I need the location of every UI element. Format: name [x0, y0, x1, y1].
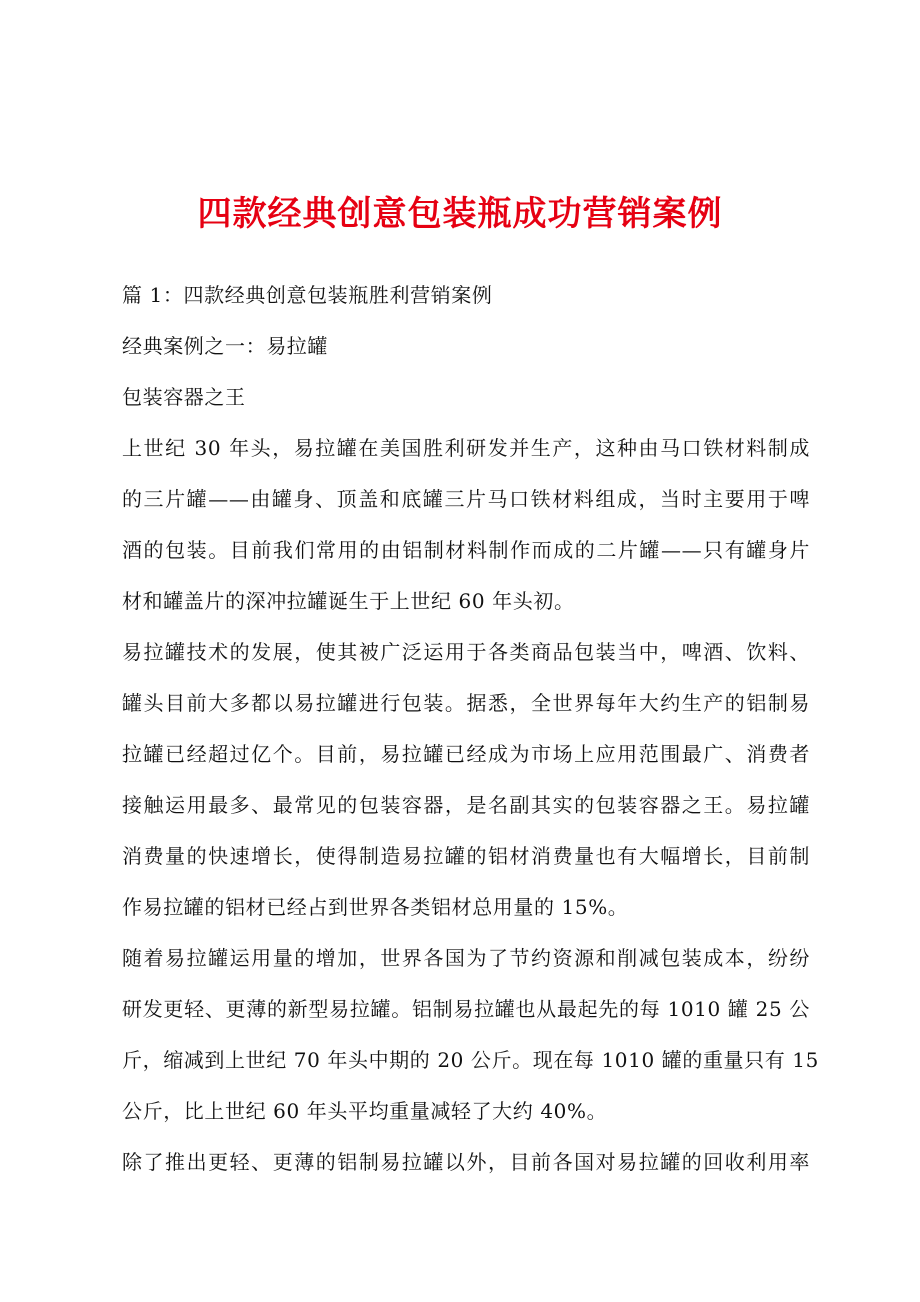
paragraph-line: 斤，缩减到上世纪 70 年头中期的 20 公斤。现在每 1010 罐的重量只有 15 [122, 1048, 819, 1072]
case-heading: 经典案例之一：易拉罐 [122, 334, 328, 358]
chapter-line: 篇 1：四款经典创意包装瓶胜利营销案例 [122, 283, 493, 307]
paragraph-line: 除了推出更轻、更薄的铝制易拉罐以外，目前各国对易拉罐的回收利用率 [122, 1150, 810, 1174]
paragraph-line: 接触运用最多、最常见的包装容器，是名副其实的包装容器之王。易拉罐 [122, 793, 810, 817]
paragraph-1 [122, 435, 810, 615]
paragraph-line: 作易拉罐的铝材已经占到世界各类铝材总用量的 15%。 [122, 895, 629, 919]
paragraph-line: 的三片罐——由罐身、顶盖和底罐三片马口铁材料组成，当时主要用于啤 [122, 487, 810, 511]
paragraph-4 [122, 1149, 810, 1176]
document-title: 四款经典创意包装瓶成功营销案例 [197, 194, 723, 234]
paragraph-line: 拉罐已经超过亿个。目前，易拉罐已经成为市场上应用范围最广、消费者 [122, 742, 810, 766]
paragraph-line: 易拉罐技术的发展，使其被广泛运用于各类商品包装当中，啤酒、饮料、 [122, 640, 810, 664]
document-body [122, 282, 819, 1200]
paragraph-line: 研发更轻、更薄的新型易拉罐。铝制易拉罐也从最起先的每 1010 罐 25 公 [122, 997, 810, 1021]
paragraph-2 [122, 639, 810, 921]
paragraph-3 [122, 945, 819, 1125]
subheading: 包装容器之王 [122, 385, 246, 409]
paragraph-line: 随着易拉罐运用量的增加，世界各国为了节约资源和削减包装成本，纷纷 [122, 946, 810, 970]
paragraph-line: 公斤，比上世纪 60 年头平均重量减轻了大约 40%。 [122, 1099, 608, 1123]
paragraph-line: 上世纪 30 年头，易拉罐在美国胜利研发并生产，这种由马口铁材料制成 [122, 436, 810, 460]
paragraph-line: 酒的包装。目前我们常用的由铝制材料制作而成的二片罐——只有罐身片 [122, 538, 810, 562]
paragraph-line: 材和罐盖片的深冲拉罐诞生于上世纪 60 年头初。 [122, 589, 575, 613]
paragraph-line: 消费量的快速增长，使得制造易拉罐的铝材消费量也有大幅增长，目前制 [122, 844, 810, 868]
paragraph-line: 罐头目前大多都以易拉罐进行包装。据悉，全世界每年大约生产的铝制易 [122, 691, 810, 715]
